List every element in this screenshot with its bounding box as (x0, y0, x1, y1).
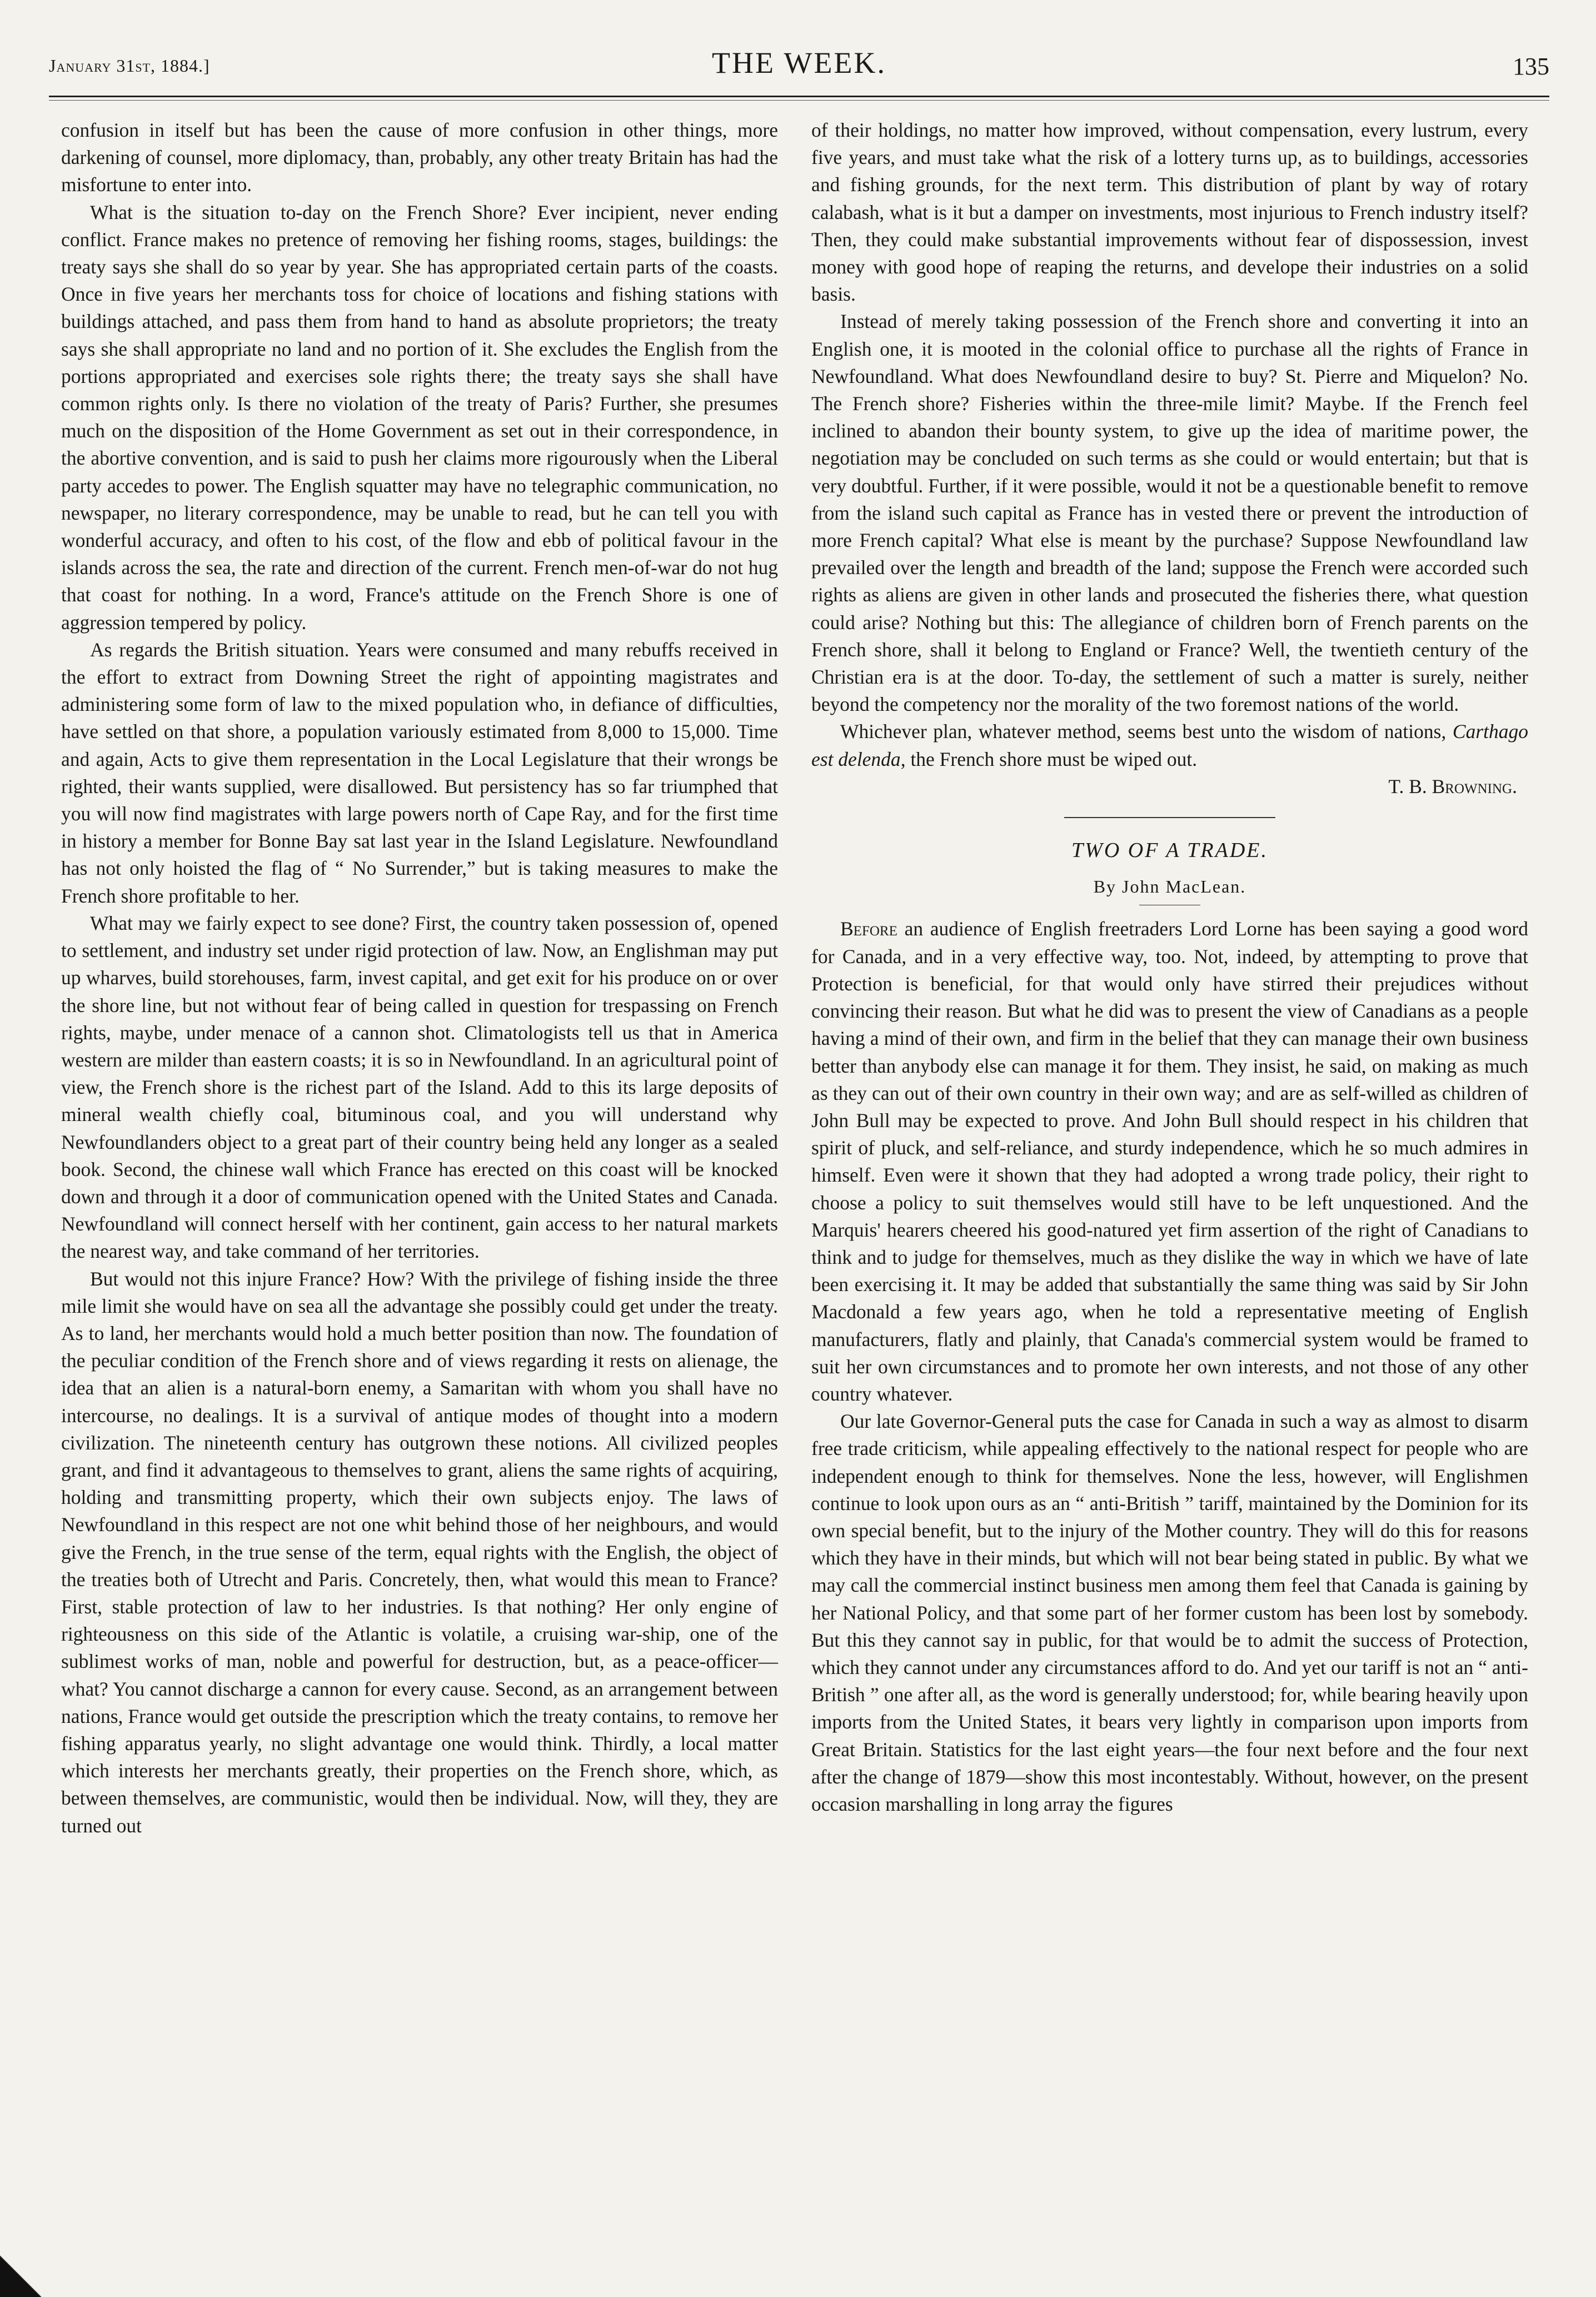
paragraph: What is the situation to-day on the French Shore? Ever incipient, never ending conflict. France makes no pretence of removing her fishing rooms, stages, buildings: the treaty says she shall do so year by year. She has appropriated certain parts of the coasts. Once in five years her merchants toss for choice of locations and fishing stations with buildings attached, and pass them from hand to hand as absolute proprietors; the treaty says she shall appropriate no land and no portion of it. She excludes the English from the portions appropriated and exercises sole rights there; the treaty says she shall have common rights only. Is there no violation of the treaty of Paris? Further, she presumes much on the disposition of the Home Government as set out in their correspondence, in the abortive convention, and is said to push her claims more rigourously when the Liberal party accedes to power. The English squatter may have no telegraphic communication, no newspaper, no literary correspondence, may be unable to read, but he can tell you with wonderful accuracy, and often to his cost, of the flow and ebb of political favour in the islands across the sea, the rate and direction of the current. French men-of-war do not hug that coast for nothing. In a word, France's attitude on the French Shore is one of aggression tempered by policy. (61, 201, 778, 634)
paragraph: Our late Governor-General puts the case for Canada in such a way as almost to disarm free trade criticism, while appealing effectively to the national respect for people who are independent enough to think for themselves. None the less, however, will Englishmen continue to look upon ours as an “ anti-British ” tariff, maintained by the Dominion for its own special benefit, but to the injury of the Mother country. They will do this for reasons which they have in their minds, but which will not bear being stated in public. By what we may call the commercial instinct business men among them feel that Canada is gaining by her National Policy, and that some part of her former custom has been lost by somebody. But this they cannot say in public, for that would be to admit the success of Protection, which they cannot under any circumstances afford to do. And yet our tariff is not an “ anti-British ” one after all, as the word is generally understood; for, while bearing heavily upon imports from the United States, it bears very lightly in comparison upon imports from Great Britain. Statistics for the last eight years—the four next before and the four next after the change of 1879—show this most incontestably. Without, however, on the present occasion marshalling in long array the figures (811, 1410, 1528, 1815)
closing-text: Whichever plan, whatever method, seems best unto the wisdom of nations, (840, 720, 1453, 743)
paragraph: As regards the British situation. Years were consumed and many rebuffs received in the effort to extract from Downing Street the right of appointing magistrates and administering some form of law to the mixed population who, in defiance of difficulties, have settled on that shore, a population variously estimated from 8,000 to 15,000. Time and again, Acts to give them representation in the Local Legislature that their wrongs be righted, their wants supplied, were disallowed. But persistency has so far triumphed that you will now find magistrates with large powers north of Cape Ray, and for the first time in history a member for Bonne Bay sat last year in the Island Legislature. Newfoundland has not only hoisted the flag of “ No Surrender,” but is taking measures to make the French shore profitable to her. (61, 638, 778, 907)
page-header (49, 46, 1549, 101)
closing-paragraph (811, 718, 1528, 773)
right-column (811, 117, 1528, 1818)
byline: By John MacLean. (1093, 876, 1246, 897)
article-separator (1064, 817, 1275, 818)
left-column (61, 117, 778, 1840)
paragraph: What may we fairly expect to see done? First, the country taken possession of, opened to settlement, and industry set under rigid protection of law. Now, an Englishman may put up wharves, build storehouses, farm, invest capital, and get exit for his produce on or over the shore line, but not without fear of being called in question for trespassing on French rights, maybe, under menace of a cannon shot. Climatologists tell us that in America western are milder than eastern coasts; it is so in Newfoundland. In an agricultural point of view, the French shore is the richest part of the Island. Add to this its large deposits of mineral wealth chiefly coal, bituminous coal, and you will understand why Newfoundlanders object to a great part of their country being held any longer as a sealed book. Second, the chinese wall which France has erected on this coast will be knocked down and through it a door of communication opened with the United States and Canada. Newfoundland will connect herself with her continent, gain access to her natural markets the nearest way, and take command of her territories. (61, 911, 778, 1263)
article-title: TWO OF A TRADE. (1071, 839, 1268, 863)
page-number: 135 (1513, 53, 1549, 80)
latin-phrase: Carthago est delenda (811, 720, 1528, 770)
header-rule (49, 96, 1549, 97)
page-corner-shadow (0, 2230, 50, 2297)
paragraph (811, 915, 1528, 1408)
paragraph: Instead of merely taking possession of the French shore and converting it into an English one, it is mooted in the colonial office to purchase all the rights of France in Newfoundland. What does Newfoundland desire to buy? St. Pierre and Miquelon? No. The French shore? Fisheries within the three-mile limit? Maybe. If the French feel inclined to abandon their bounty system, to give up the idea of maritime power, the negotiation may be concluded on such terms as she could or would entertain; but that is very doubtful. Further, if it were possible, would it not be a questionable benefit to remove from the island such capital as France has in vested there or prevent the introduction of more French capital? What else is meant by the purchase? Suppose Newfoundland law prevailed over the length and breadth of the land; suppose the French were accorded such rights as aliens are given in other lands and prosecuted the fisheries there, what question could arise? Nothing but this: The allegiance of children born of French parents on the French shore, shall it belong to England or France? Well, the twentieth century of the Christian era is at the door. To-day, the settlement of such a matter is surely, neither beyond the competency nor the morality of the two foremost nations of the world. (811, 310, 1528, 716)
paragraph: confusion in itself but has been the cause of more confusion in other things, more darkening of counsel, more diplomacy, than, probably, any other treaty Britain has had the misfortune to enter into. (61, 119, 778, 196)
issue-date: January 31st, 1884.] (49, 56, 210, 76)
paragraph-text: an audience of English freetraders Lord Lorne has been saying a good word for Canada, and in a very effective way, too. Not, indeed, by attempting to prove that Protection is beneficial, for that would only have stirred their prejudices without convincing their reason. But what he did was to present the view of Canadians as a people having a mind of their own, and firm in the belief that they can manage their own business better than anybody else can manage it for them. They insist, he said, on making as much as they can out of their own country in their own way; and are as self-willed as children of John Bull may be expected to prove. And John Bull should respect in his children that spirit of pluck, and self-reliance, and sturdy independence, which he so much admires in himself. Even were it shown that they had adopted a wrong trade policy, their right to choose a policy to suit themselves would still have to be left unquestioned. And the Marquis' hearers cheered his good-natured yet firm assertion of the right of Canadians to think and to judge for themselves, much as they dislike the way in which we have of late been exercising it. It may be added that substantially the same thing was said by Sir John Macdonald a few years ago, when he told a representative meeting of English manufacturers, flatly and plainly, that Canada's commercial system would be framed to suit her own circumstances and to promote her own interests, and not those of any other country whatever. (811, 918, 1528, 1405)
closing-text: , the French shore must be wiped out. (900, 748, 1198, 770)
header-rule-thin (49, 100, 1549, 101)
publication-title: THE WEEK. (712, 46, 886, 79)
paragraph: But would not this injure France? How? With the privilege of fishing inside the three mile limit she would have on sea all the advantage she possibly could get under the treaty. As to land, her merchants would hold a much better position than now. The foundation of the peculiar condition of the French shore and of views regarding it rests on alienage, the idea that an alien is a natural-born enemy, a Samaritan with whom you shall have no intercourse, no dealings. It is a survival of antique modes of thought into a modern civilization. The nineteenth century has outgrown these notions. All civilized peoples grant, and find it advantageous to themselves to grant, aliens the same rights of acquiring, holding and transmitting property, which their own subjects enjoy. The laws of Newfoundland in this respect are not one whit behind those of her neighbours, and would give the French, in the true sense of the term, equal rights with the English, the object of the treaties both of Utrecht and Paris. Concretely, then, what would this mean to France? First, stable protection of law to her industries. Is that nothing? Her only engine of righteousness on this side of the Atlantic is volatile, a cruising war-ship, one of the sublimest works of man, noble and powerful for destruction, but, as a peace-officer—what? You cannot discharge a cannon for every cause. Second, as an arrangement between nations, France would get outside the prescription which the treaty contains, to remove her fishing apparatus yearly, no slight advantage one would think. Thirdly, a local matter which interests her merchants greatly, their properties on the French shore, which, as between themselves, are communistic, would then be individual. Now, will they, they are turned out (61, 1267, 778, 1837)
paragraph: of their holdings, no matter how improved, without compensation, every lustrum, every five years, and must take what the risk of a lottery turns up, as to buildings, accessories and fishing grounds, for the next term. This distribution of plant by way of rotary calabash, what is it but a damper on investments, most injurious to French industry itself? Then, they could make substantial improvements without fear of dispossession, invest money with good hope of reaping the returns, and develope their industries on a solid basis. (811, 119, 1528, 306)
author-signature: T. B. Browning. (1388, 775, 1517, 798)
lead-word: Before (840, 918, 897, 940)
